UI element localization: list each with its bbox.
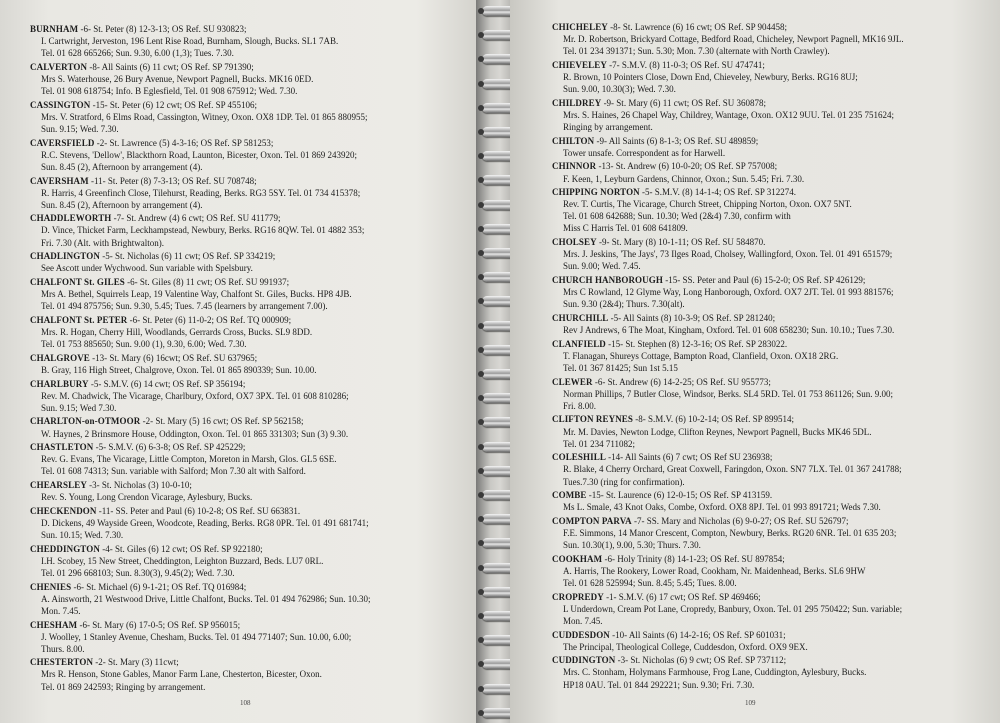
place-name: CASSINGTON — [30, 99, 91, 110]
entry-detail-line: Sun. 10.30(1), 9.00, 5.30; Thurs. 7.30. — [563, 540, 701, 551]
place-name: CHINNOR — [552, 161, 597, 172]
entry-detail-line: Ringing by arrangement. — [563, 121, 653, 132]
entry-detail-line: Mrs A. Bethel, Squirrels Leap, 19 Valentine Way, Chalfont St. Giles, Bucks. HP8 4JB. — [41, 289, 352, 300]
entry-heading-line — [30, 505, 484, 517]
entry-heading-line — [552, 413, 994, 425]
entry-heading-line — [552, 59, 994, 71]
tower-entry — [552, 21, 994, 57]
place-name: CHURCHILL — [552, 312, 609, 323]
entry-heading-line — [552, 489, 994, 501]
entry-heading-line — [30, 479, 484, 491]
place-name: CHARLBURY — [30, 378, 89, 389]
entry-detail-line: Sun. 9.30 (2&4); Thurs. 7.30(alt). — [563, 299, 685, 310]
entry-detail-line: Mr. M. Davies, Newton Lodge, Clifton Reynes, Newport Pagnell, Bucks MK46 5DL. — [563, 426, 872, 437]
tower-entry — [30, 656, 484, 692]
place-name: CUDDINGTON — [552, 655, 616, 666]
punch-hole — [478, 202, 484, 208]
entry-detail-line: Thurs. 8.00. — [41, 643, 85, 654]
entry-heading-line — [30, 61, 484, 73]
entry-detail-line: Tel. 01 367 81425; Sun 1st 5.15 — [563, 362, 678, 373]
entry-detail-line: Rev. T. Curtis, The Vicarage, Church Street, Chipping Norton, Oxon. OX7 5NT. — [563, 199, 852, 210]
entry-heading-line — [30, 23, 484, 35]
tower-entry — [30, 212, 484, 248]
entry-detail-line: F. Keen, 1, Leyburn Gardens, Chinnor, Oxon.; Sun. 5.45; Fri. 7.30. — [563, 173, 805, 184]
entry-heading-line — [552, 451, 994, 463]
left-entry-list — [30, 23, 484, 693]
punch-hole — [478, 565, 484, 571]
tower-entry — [552, 236, 994, 272]
entry-detail-line: I.H. Scobey, 15 New Street, Cheddington, Leighton Buzzard, Beds. LU7 0RL. — [41, 555, 324, 566]
tower-details: -15- St. Peter (6) 12 cwt; OS Ref. SP 455106; — [92, 99, 258, 110]
tower-details: -6- St. Peter (8) 12-3-13; OS Ref. SU 930823; — [80, 24, 247, 34]
entry-heading-line — [552, 274, 994, 286]
entry-heading-line — [552, 338, 994, 350]
entry-detail-line: Tel. 01 608 74313; Sun. variable with Salford; Mon 7.30 alt with Salford. — [41, 466, 306, 477]
entry-heading-line — [552, 515, 994, 527]
entry-detail-line: Rev. M. Chadwick, The Vicarage, Charlbury, Oxford, OX7 3PX. Tel. 01 608 810286; — [41, 390, 349, 401]
tower-entry — [552, 135, 994, 159]
entry-detail-line: Tel. 01 608 642688; Sun. 10.30; Wed (2&4) 7.30, confirm with — [563, 211, 791, 222]
place-name: CHALFONT St. PETER — [30, 314, 128, 325]
tower-entry — [30, 99, 484, 135]
place-name: CHOLSEY — [552, 237, 597, 248]
tower-details: -13- St. Mary (6) 16cwt; OS Ref. SU 637965; — [92, 352, 258, 363]
entry-heading-line — [30, 99, 484, 111]
place-name: CHARLTON-on-OTMOOR — [30, 416, 141, 427]
tower-entry — [30, 314, 484, 350]
entry-heading-line — [30, 175, 484, 187]
entry-detail-line: Sun. 10.15; Wed. 7.30. — [41, 530, 124, 541]
punch-hole — [478, 323, 484, 329]
entry-heading-line — [552, 553, 994, 565]
punch-hole — [478, 444, 484, 450]
punch-hole — [478, 8, 484, 14]
entry-detail-line: Mrs. V. Stratford, 6 Elms Road, Cassington, Witney, Oxon. OX8 1DP. Tel. 01 865 880955; — [41, 111, 368, 122]
tower-entry — [552, 591, 994, 627]
tower-entry — [30, 352, 484, 376]
right-page-number: 109 — [745, 699, 756, 707]
place-name: CAVERSFIELD — [30, 137, 95, 148]
entry-detail-line: Sun. 9.00, 10.30(3); Wed. 7.30. — [563, 84, 676, 95]
tower-entry — [552, 274, 994, 310]
place-name: CHESHAM — [30, 619, 78, 630]
entry-detail-line: Fri. 7.30 (Alt. with Brightwalton). — [41, 237, 164, 248]
place-name: CHEARSLEY — [30, 480, 87, 491]
tower-details: -9- St. Mary (6) 11 cwt; OS Ref. SU 360878; — [603, 97, 766, 108]
entry-detail-line: L Underdown, Cream Pot Lane, Cropredy, Banbury, Oxon. Tel. 01 295 750422; Sun. variable; — [563, 603, 903, 614]
entry-detail-line: Sun. 8.45 (2), Afternoon by arrangement (4). — [41, 161, 203, 172]
tower-entry — [30, 505, 484, 541]
punch-hole — [478, 81, 484, 87]
entry-heading-line — [552, 591, 994, 603]
tower-entry — [30, 378, 484, 414]
tower-details: -13- St. Andrew (6) 10-0-20; OS Ref. SP 757008; — [598, 161, 778, 172]
tower-details: -11- SS. Peter and Paul (6) 10-2-8; OS Ref. SU 663831. — [98, 505, 301, 516]
tower-details: -6- Holy Trinity (8) 14-1-23; OS Ref. SU 897854; — [604, 553, 785, 564]
place-name: CHEDDINGTON — [30, 543, 100, 554]
entry-heading-line — [30, 276, 484, 288]
entry-detail-line: Norman Phillips, 7 Butler Close, Windsor, Berks. SL4 5RD. Tel. 01 753 861126; Sun. 9.00; — [563, 388, 893, 399]
punch-hole — [478, 129, 484, 135]
place-name: COMBE — [552, 490, 587, 501]
tower-entry — [552, 629, 994, 653]
entry-heading-line — [30, 352, 484, 364]
tower-details: -11- St. Peter (8) 7-3-13; OS Ref. SU 708748; — [91, 175, 257, 186]
place-name: CHENIES — [30, 581, 72, 592]
tower-entry — [552, 515, 994, 551]
entry-detail-line: Tel. 01 908 618754; Info. B Eglesfield, Tel. 01 908 675912; Wed. 7.30. — [41, 86, 298, 97]
left-page-number: 108 — [240, 699, 251, 707]
tower-entry — [552, 59, 994, 95]
place-name: CROPREDY — [552, 591, 604, 602]
tower-entry — [30, 441, 484, 477]
entry-heading-line — [30, 137, 484, 149]
entry-detail-line: Tel. 01 494 875756; Sun. 9.30, 5.45; Tues. 7.45 (learners by arrangement 7.00). — [41, 301, 328, 312]
left-page — [0, 0, 490, 723]
tower-entry — [30, 250, 484, 274]
entry-detail-line: Tel. 01 869 242593; Ringing by arrangement. — [41, 681, 206, 692]
entry-detail-line: Tel. 01 234 391371; Sun. 5.30; Mon. 7.30 (alternate with North Crawley). — [563, 46, 830, 57]
punch-hole — [478, 371, 484, 377]
place-name: CHURCH HANBOROUGH — [552, 275, 663, 286]
entry-detail-line: Sun. 9.15; Wed. 7.30. — [41, 123, 119, 134]
tower-details: -6- St. Mary (6) 17-0-5; OS Ref. SP 956015; — [79, 619, 241, 630]
tower-details: -2- St. Lawrence (5) 4-3-16; OS Ref. SP 581253; — [96, 137, 274, 148]
entry-heading-line — [30, 250, 484, 262]
tower-entry — [552, 451, 994, 487]
punch-hole — [478, 686, 484, 692]
tower-details: -7- S.M.V. (8) 11-0-3; OS Ref. SU 474741; — [609, 59, 765, 70]
entry-detail-line: B. Gray, 116 High Street, Chalgrove, Oxon. Tel. 01 865 890339; Sun. 10.00. — [41, 364, 317, 375]
tower-details: -5- All Saints (8) 10-3-9; OS Ref. SP 281240; — [610, 312, 776, 323]
place-name: CLANFIELD — [552, 338, 606, 349]
entry-detail-line: Mrs. S. Haines, 26 Chapel Way, Childrey, Wantage, Oxon. OX12 9UU. Tel. 01 235 751624; — [563, 109, 894, 120]
tower-entry — [30, 175, 484, 211]
entry-detail-line: T. Flanagan, Shureys Cottage, Bampton Road, Clanfield, Oxon. OX18 2RG. — [563, 350, 839, 361]
entry-detail-line: W. Haynes, 2 Brinsmore House, Oddington, Oxon. Tel. 01 865 331303; Sun (3) 9.30. — [41, 428, 349, 439]
tower-details: -15- St. Laurence (6) 12-0-15; OS Ref. SP 413159. — [588, 490, 773, 501]
entry-detail-line: D. Vince, Thicket Farm, Leckhampstead, Newbury, Berks. RG16 8QW. Tel. 01 4882 353; — [41, 225, 365, 236]
place-name: CHIEVELEY — [552, 59, 607, 70]
tower-entry — [552, 553, 994, 589]
tower-details: -8- S.M.V. (6) 10-2-14; OS Ref. SP 899514; — [635, 414, 795, 425]
tower-entry — [30, 543, 484, 579]
tower-entry — [30, 276, 484, 312]
tower-entry — [552, 413, 994, 449]
entry-detail-line: D. Dickens, 49 Wayside Green, Woodcote, Reading, Berks. RG8 0PR. Tel. 01 491 681741; — [41, 517, 369, 528]
entry-heading-line — [30, 212, 484, 224]
entry-detail-line: Ms L. Smale, 43 Knot Oaks, Combe, Oxford. OX8 8PJ. Tel. 01 993 891721; Weds 7.30. — [563, 502, 881, 513]
tower-details: -2- St. Mary (3) 11cwt; — [95, 657, 179, 668]
entry-detail-line: Tower unsafe. Correspondent as for Harwell. — [563, 147, 726, 158]
place-name: CHILTON — [552, 135, 595, 146]
tower-entry — [552, 97, 994, 133]
place-name: CAVERSHAM — [30, 175, 89, 186]
entry-heading-line — [552, 236, 994, 248]
entry-heading-line — [30, 314, 484, 326]
punch-hole — [478, 492, 484, 498]
entry-detail-line: F.E. Simmons, 14 Manor Crescent, Compton, Newbury, Berks. RG20 6NR. Tel. 01 635 203; — [563, 528, 897, 539]
tower-details: -4- St. Giles (6) 12 cwt; OS Ref. SP 922180; — [102, 543, 263, 554]
punch-hole — [478, 589, 484, 595]
tower-entry — [30, 61, 484, 97]
entry-detail-line: Mrs S. Waterhouse, 26 Bury Avenue, Newport Pagnell, Bucks. MK16 0ED. — [41, 73, 314, 84]
punch-hole — [478, 613, 484, 619]
entry-heading-line — [552, 312, 994, 324]
punch-hole — [478, 347, 484, 353]
tower-details: -7- St. Andrew (4) 6 cwt; OS Ref. SU 411779; — [113, 213, 281, 224]
place-name: CHADDLEWORTH — [30, 213, 112, 224]
entry-detail-line: A. Ainsworth, 21 Westwood Drive, Little Chalfont, Bucks. Tel. 01 494 762986; Sun. 10.30; — [41, 593, 371, 604]
place-name: CHASTLETON — [30, 442, 94, 453]
entry-detail-line: Rev. S. Young, Long Crendon Vicarage, Aylesbury, Bucks. — [41, 492, 253, 503]
entry-detail-line: Mon. 7.45. — [563, 615, 603, 626]
tower-details: -1- S.M.V. (6) 17 cwt; OS Ref. SP 469466; — [606, 591, 761, 602]
entry-heading-line — [552, 654, 994, 666]
entry-detail-line: Sun. 8.45 (2), Afternoon by arrangement (4). — [41, 199, 203, 210]
tower-entry — [552, 654, 994, 690]
tower-entry — [30, 581, 484, 617]
entry-detail-line: Tel. 01 628 665266; Sun. 9.30, 6.00 (1,3); Tues. 7.30. — [41, 48, 234, 59]
tower-details: -6- St. Andrew (6) 14-2-25; OS Ref. SU 955773; — [594, 376, 771, 387]
entry-heading-line — [552, 21, 994, 33]
tower-details: -8- St. Lawrence (6) 16 cwt; OS Ref. SP 904458; — [610, 22, 788, 32]
entry-detail-line: Tues.7.30 (ring for confirmation). — [563, 476, 685, 487]
place-name: COOKHAM — [552, 553, 603, 564]
tower-entry — [552, 489, 994, 513]
place-name: CHALGROVE — [30, 352, 90, 363]
tower-entry — [552, 376, 994, 412]
punch-hole — [478, 226, 484, 232]
entry-heading-line — [552, 376, 994, 388]
entry-detail-line: Fri. 8.00. — [563, 400, 597, 411]
tower-details: -7- SS. Mary and Nicholas (6) 9-0-27; OS Ref. SU 526797; — [633, 515, 849, 526]
place-name: CHILDREY — [552, 97, 602, 108]
entry-heading-line — [30, 378, 484, 390]
entry-detail-line: R. Brown, 10 Pointers Close, Down End, Chieveley, Newbury, Berks. RG16 8UJ; — [563, 71, 858, 82]
tower-details: -6- St. Peter (6) 11-0-2; OS Ref. TQ 000909; — [129, 314, 292, 325]
entry-detail-line: Tel. 01 628 525994; Sun. 8.45; 5.45; Tues. 8.00. — [563, 578, 737, 589]
entry-heading-line — [30, 619, 484, 631]
place-name: CHICHELEY — [552, 22, 608, 32]
entry-detail-line: Tel. 01 234 711082; — [563, 438, 636, 449]
place-name: BURNHAM — [30, 24, 79, 34]
tower-details: -8- All Saints (6) 11 cwt; OS Ref. SP 791390; — [89, 61, 254, 72]
place-name: CLIFTON REYNES — [552, 414, 634, 425]
tower-entry — [552, 160, 994, 184]
tower-entry — [30, 619, 484, 655]
tower-details: -14- All Saints (6) 7 cwt; OS Ref SU 236938; — [608, 452, 773, 463]
entry-detail-line: Sun. 9.15; Wed 7.30. — [41, 402, 117, 413]
entry-detail-line: The Principal, Theological College, Cuddesdon, Oxford. OX9 9EX. — [563, 641, 808, 652]
place-name: CHESTERTON — [30, 657, 94, 668]
tower-details: -10- All Saints (6) 14-2-16; OS Ref. SP 601031; — [612, 629, 786, 640]
entry-heading-line — [30, 415, 484, 427]
entry-heading-line — [30, 543, 484, 555]
tower-details: -5- S.M.V. (6) 6-3-8; OS Ref. SP 425229; — [95, 442, 246, 453]
right-entry-list — [552, 21, 994, 691]
entry-detail-line: Mrs. J. Jeskins, 'The Jays', 73 Ilges Road, Cholsey, Wallingford, Oxon. Tel. 01 491 651579; — [563, 249, 893, 260]
entry-detail-line: R.C. Stevens, 'Dellow', Blackthorn Road, Launton, Bicester, Oxon. Tel. 01 869 243920; — [41, 149, 358, 160]
entry-heading-line — [552, 629, 994, 641]
tower-details: -5- St. Nicholas (6) 11 cwt; OS Ref. SP 334219; — [102, 251, 276, 262]
tower-details: -15- St. Stephen (8) 12-3-16; OS Ref. SP 283022. — [608, 338, 788, 349]
entry-detail-line: Mr. D. Robertson, Brickyard Cottage, Bedford Road, Chicheley, Newport Pagnell, MK16 9JL. — [563, 34, 904, 45]
entry-heading-line — [552, 135, 994, 147]
place-name: CALVERTON — [30, 61, 88, 72]
tower-details: -9- St. Mary (8) 10-1-11; OS Ref. SU 584870. — [598, 237, 766, 248]
entry-detail-line: Mrs C Rowland, 12 Glyme Way, Long Hanborough, Oxford. OX7 2JT. Tel. 01 993 881576; — [563, 287, 894, 298]
entry-detail-line: R. Harris, 4 Greenfinch Close, Tilehurst, Reading, Berks. RG3 5SY. Tel. 01 734 415378; — [41, 187, 361, 198]
tower-entry — [30, 479, 484, 503]
punch-hole — [478, 250, 484, 256]
right-page — [510, 0, 1000, 723]
place-name: CHADLINGTON — [30, 251, 100, 262]
entry-detail-line: Mrs. C. Stonham, Holymans Farmhouse, Frog Lane, Cuddington, Aylesbury, Bucks. — [563, 667, 867, 678]
place-name: CHECKENDON — [30, 505, 97, 516]
place-name: CHIPPING NORTON — [552, 187, 640, 198]
tower-entry — [30, 137, 484, 173]
punch-hole — [478, 105, 484, 111]
tower-entry — [30, 415, 484, 439]
tower-entry — [552, 312, 994, 336]
tower-details: -5- S.M.V. (8) 14-1-4; OS Ref. SP 312274. — [642, 187, 797, 198]
entry-detail-line: Tel. 01 296 668103; Sun. 8.30(3), 9.45(2); Wed. 7.30. — [41, 567, 235, 578]
tower-details: -6- St. Michael (6) 9-1-21; OS Ref. TQ 016984; — [73, 581, 247, 592]
tower-details: -5- S.M.V. (6) 14 cwt; OS Ref. SP 356194; — [90, 378, 246, 389]
entry-heading-line — [552, 97, 994, 109]
place-name: CUDDESDON — [552, 629, 610, 640]
tower-details: -3- St. Nicholas (3) 10-0-10; — [89, 480, 192, 491]
entry-heading-line — [30, 656, 484, 668]
entry-heading-line — [30, 441, 484, 453]
entry-detail-line: Mon. 7.45. — [41, 605, 81, 616]
tower-details: -15- SS. Peter and Paul (6) 15-2-0; OS Ref. SP 426129; — [665, 275, 866, 286]
entry-detail-line: Miss C Harris Tel. 01 608 641809. — [563, 223, 688, 234]
entry-detail-line: Mrs. R. Hogan, Cherry Hill, Woodlands, Gerrards Cross, Bucks. SL9 8DD. — [41, 327, 313, 337]
entry-detail-line: I. Cartwright, Jerveston, 196 Lent Rise Road, Burnham, Slough, Bucks. SL1 7AB. — [41, 36, 339, 47]
entry-heading-line — [552, 186, 994, 198]
entry-detail-line: Rev J Andrews, 6 The Moat, Kingham, Oxford. Tel. 01 608 658230; Sun. 10.10.; Tues 7.30. — [563, 325, 895, 335]
tower-entry — [552, 186, 994, 234]
entry-detail-line: HP18 0AU. Tel. 01 844 292221; Sun. 9.30; Fri. 7.30. — [563, 679, 755, 690]
place-name: CHALFONT St. GILES — [30, 277, 125, 288]
tower-entry — [552, 338, 994, 374]
punch-hole — [478, 468, 484, 474]
tower-details: -6- St. Giles (8) 11 cwt; OS Ref. SU 991937; — [127, 277, 290, 288]
entry-detail-line: Tel. 01 753 885650; Sun. 9.00 (1), 9.30, 6.00; Wed. 7.30. — [41, 339, 247, 350]
tower-details: -3- St. Nicholas (6) 9 cwt; OS Ref. SP 737112; — [617, 655, 787, 666]
place-name: COMPTON PARVA — [552, 515, 632, 526]
place-name: CLEWER — [552, 376, 593, 387]
entry-detail-line: See Ascott under Wychwood. Sun variable with Spelsbury. — [41, 263, 253, 274]
entry-detail-line: A. Harris, The Rookery, Lower Road, Cookham, Nr. Maidenhead, Berks. SL6 9HW — [563, 565, 866, 576]
entry-detail-line: Sun. 9.00; Wed. 7.45. — [563, 261, 641, 272]
place-name: COLESHILL — [552, 452, 606, 463]
entry-detail-line: Mrs R. Henson, Stone Gables, Manor Farm Lane, Chesterton, Bicester, Oxon. — [41, 669, 322, 680]
entry-heading-line — [552, 160, 994, 172]
tower-details: -2- St. Mary (5) 16 cwt; OS Ref. SP 562158; — [142, 416, 304, 427]
entry-heading-line — [30, 581, 484, 593]
punch-hole — [478, 710, 484, 716]
entry-detail-line: R. Blake, 4 Cherry Orchard, Great Coxwell, Faringdon, Oxon. SN7 7LX. Tel. 01 367 241788; — [563, 464, 902, 475]
entry-detail-line: Rev. G. Evans, The Vicarage, Little Compton, Moreton in Marsh, Glos. GL5 6SE. — [41, 454, 337, 465]
tower-details: -9- All Saints (6) 8-1-3; OS Ref. SU 489859; — [596, 135, 759, 146]
entry-detail-line: J. Woolley, 1 Stanley Avenue, Chesham, Bucks. Tel. 01 494 771407; Sun. 10.00, 6.00; — [41, 631, 352, 642]
tower-entry — [30, 23, 484, 59]
